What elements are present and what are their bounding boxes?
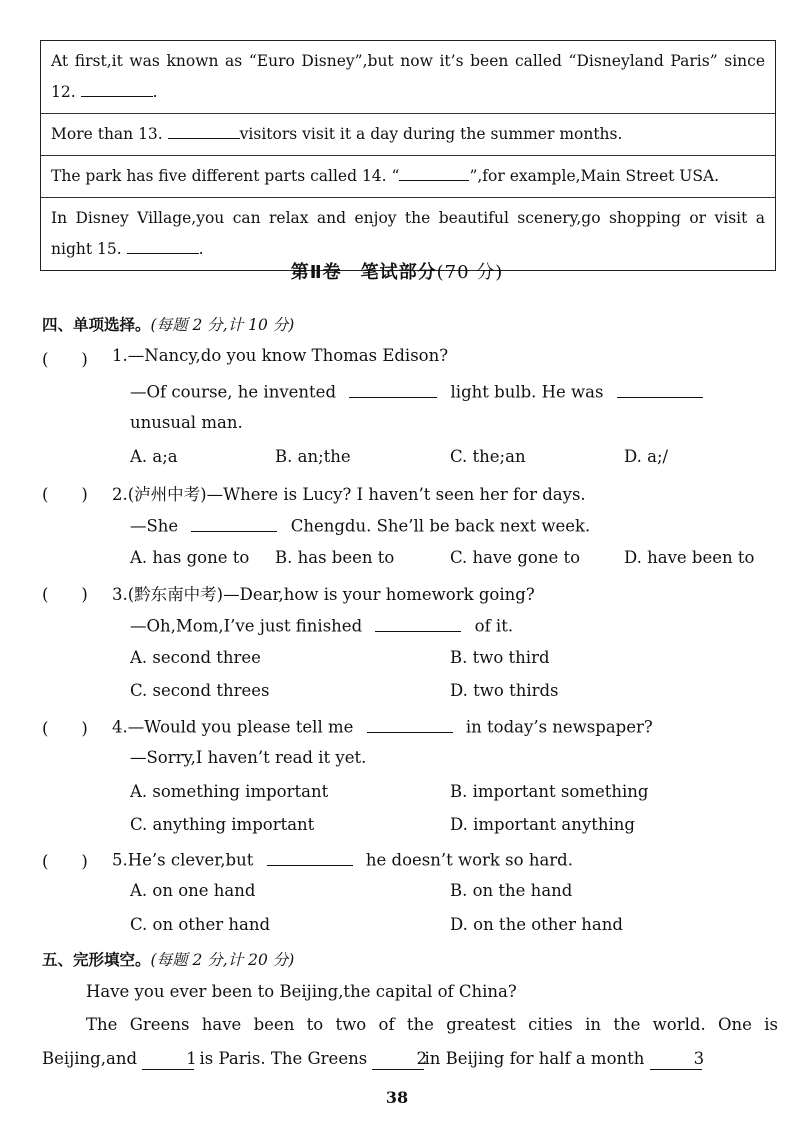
q1-blank-1[interactable] <box>349 380 437 398</box>
q2-option-a[interactable]: A. has gone to <box>130 548 250 567</box>
passage-paragraph-2 <box>42 1008 778 1076</box>
answer-paren-q3[interactable]: ( ) <box>42 585 88 604</box>
q1-option-a[interactable]: A. a;a <box>130 447 178 466</box>
answer-blank-12[interactable] <box>81 81 153 98</box>
answer-paren-q2[interactable]: ( ) <box>42 485 88 504</box>
q1-option-c[interactable]: C. the;an <box>450 447 526 466</box>
answer-paren-q1[interactable]: ( ) <box>42 350 88 369</box>
part5-note: (每题 2 分,计 20 分) <box>150 951 295 969</box>
q4-option-d[interactable]: D. important anything <box>450 815 635 834</box>
q2-option-c[interactable]: C. have gone to <box>450 548 581 567</box>
table-row <box>41 114 775 156</box>
q1-text-a: —Of course, he invented <box>130 382 337 402</box>
q4-option-b[interactable]: B. important something <box>450 782 649 801</box>
row-text-end: . <box>152 83 158 101</box>
q2-text-a: —She <box>130 516 179 536</box>
q3-option-b[interactable]: B. two third <box>450 648 550 667</box>
q1-option-b[interactable]: B. an;the <box>275 447 351 466</box>
cloze-blank-3[interactable]: 3 <box>650 1049 702 1070</box>
q4-line2: —Sorry,I haven’t read it yet. <box>130 748 367 767</box>
q1-blank-2[interactable] <box>617 380 703 398</box>
q3-number: 3. <box>112 585 128 604</box>
q2-option-b[interactable]: B. has been to <box>275 548 395 567</box>
passage-text-a: The Greens have been to two of the greatest cities in the world. One is Beijing,and <box>42 1015 778 1068</box>
answer-blank-15[interactable] <box>127 238 199 255</box>
q2-number: 2. <box>112 485 128 504</box>
q3-option-d[interactable]: D. two thirds <box>450 681 559 700</box>
section-score: (70 分) <box>436 262 504 283</box>
q1-line3: unusual man. <box>130 413 243 432</box>
part5-title: 五、完形填空。 <box>42 951 151 969</box>
q4-option-a[interactable]: A. something important <box>130 782 329 801</box>
q5-line1 <box>112 848 573 870</box>
q5-option-b[interactable]: B. on the hand <box>450 881 573 900</box>
q2-text: —Where is Lucy? I haven’t seen her for days. <box>206 485 586 504</box>
listening-table <box>40 40 776 271</box>
q3-text-a: —Oh,Mom,I’ve just finished <box>130 616 363 636</box>
q4-line1 <box>112 715 653 737</box>
q4-text-a: —Would you please tell me <box>127 717 354 737</box>
row-text: More than 13. <box>51 125 163 143</box>
q3-line1 <box>112 581 535 605</box>
row-text-end: ”,for example,Main Street USA. <box>469 167 720 185</box>
part4-title: 四、单项选择。 <box>42 316 151 334</box>
q2-source: (泸州中考) <box>127 485 207 504</box>
q3-text: —Dear,how is your homework going? <box>223 585 535 604</box>
q1-option-d[interactable]: D. a;/ <box>624 447 669 466</box>
row-text-end: visitors visit it a day during the summer months. <box>239 125 623 143</box>
q4-option-c[interactable]: C. anything important <box>130 815 315 834</box>
table-row <box>41 41 775 114</box>
section-title-text: 第Ⅱ卷 笔试部分 <box>290 262 437 283</box>
q3-option-a[interactable]: A. second three <box>130 648 261 667</box>
passage-text-c: in Beijing for half a month <box>424 1049 645 1068</box>
row-text: The park has five different parts called 14. “ <box>51 167 400 185</box>
part4-note: (每题 2 分,计 10 分) <box>150 316 295 334</box>
section-title <box>0 258 794 284</box>
q5-number: 5. <box>112 850 128 870</box>
q3-text-b: of it. <box>474 616 514 636</box>
row-text-end: . <box>198 240 204 258</box>
q2-line2 <box>130 514 590 536</box>
page-number: 38 <box>385 1088 409 1107</box>
cloze-blank-1[interactable]: 1 <box>142 1049 194 1070</box>
answer-blank-14[interactable] <box>399 165 469 182</box>
passage-paragraph-1: Have you ever been to Beijing,the capital of China? <box>86 982 517 1001</box>
q5-option-d[interactable]: D. on the other hand <box>450 915 623 934</box>
q5-option-c[interactable]: C. on other hand <box>130 915 271 934</box>
row-text: At first,it was known as “Euro Disney”,but now it’s been called “Disneyland Paris” since 12. <box>51 52 765 101</box>
q4-text-b: in today’s newspaper? <box>465 717 653 737</box>
q5-text-b: he doesn’t work so hard. <box>365 850 573 870</box>
answer-paren-q5[interactable]: ( ) <box>42 852 88 871</box>
q1-line1 <box>112 346 448 365</box>
q3-blank[interactable] <box>375 614 461 632</box>
table-row <box>41 156 775 198</box>
q5-blank[interactable] <box>267 848 353 866</box>
q3-line2 <box>130 614 513 636</box>
answer-paren-q4[interactable]: ( ) <box>42 719 88 738</box>
q2-option-d[interactable]: D. have been to <box>624 548 755 567</box>
q4-number: 4. <box>112 717 128 737</box>
q2-line1 <box>112 481 586 505</box>
cloze-blank-2[interactable]: 2 <box>372 1049 424 1070</box>
q2-text-b: Chengdu. She’ll be back next week. <box>290 516 591 536</box>
q1-line2 <box>130 380 703 402</box>
answer-blank-13[interactable] <box>168 123 240 140</box>
part4-heading <box>42 313 294 335</box>
q5-option-a[interactable]: A. on one hand <box>130 881 256 900</box>
q1-number: 1. <box>112 346 128 365</box>
q3-option-c[interactable]: C. second threes <box>130 681 270 700</box>
q5-text-a: He’s clever,but <box>127 850 254 870</box>
q4-blank[interactable] <box>367 715 453 733</box>
q1-text: —Nancy,do you know Thomas Edison? <box>127 346 449 365</box>
q2-blank[interactable] <box>191 514 277 532</box>
q3-source: (黔东南中考) <box>127 585 224 604</box>
passage-text-b: is Paris. The Greens <box>199 1049 368 1068</box>
row-text: In Disney Village,you can relax and enjoy the beautiful scenery,go shopping or visit a night 15. <box>51 209 765 258</box>
q1-text-b: light bulb. He was <box>450 382 604 402</box>
part5-heading <box>42 948 294 970</box>
